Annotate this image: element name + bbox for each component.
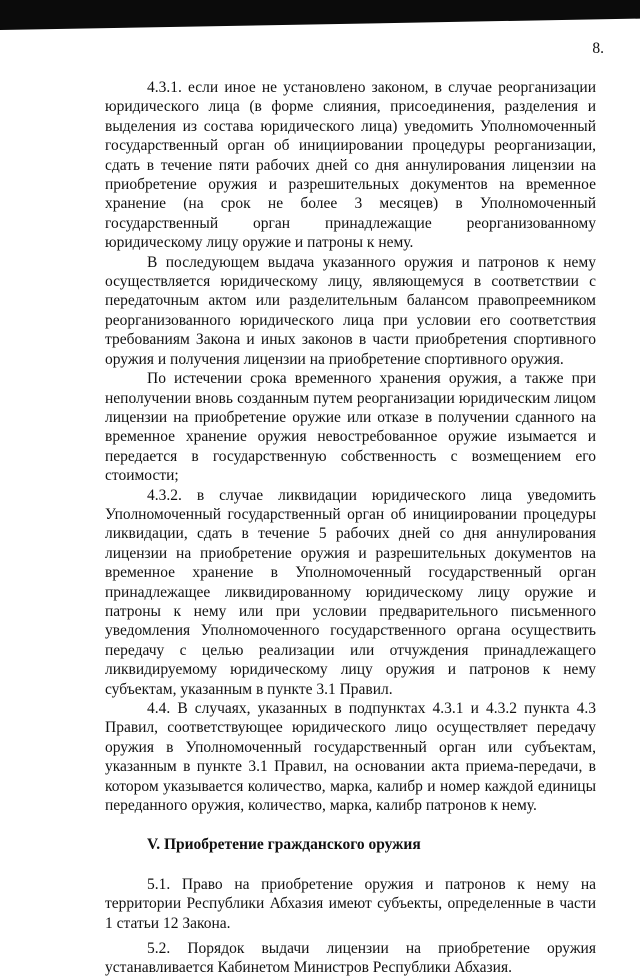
page-number: 8. — [592, 40, 604, 57]
paragraph-storage-expiry: По истечении срока временного хранения оружия, а также при неполучении вновь созданным путем реорганизации юридическим лицом лицензии на приобретение оружие или отказе в получении сданного на временное хранение оружия невостребованное оружие изымается и передается в государственную собственность с возмещением его стоимости; — [105, 370, 596, 485]
paragraph-5-2: 5.2. Порядок выдачи лицензии на приобретение оружия устанавливается Кабинетом Министров Республики Абхазия. — [105, 940, 596, 977]
scan-dark-edge — [0, 0, 640, 30]
paragraph-4-4: 4.4. В случаях, указанных в подпунктах 4.3.1 и 4.3.2 пункта 4.3 Правил, соответствующее юридического лицо осуществляет передачу оружия в Уполномоченный государственный орган или субъектам, указанным в пункте 3.1 Правил, на основании акта приема-передачи, в котором указывается количество, марка, калибр и номер каждой единицы переданного оружия, количество, марка, калибр патронов к нему. — [105, 700, 596, 815]
paragraph-4-3-2: 4.3.2. в случае ликвидации юридического лица уведомить Уполномоченный государственный орган об инициировании процедуры ликвидации, сдать в течение 5 рабочих дней со дня аннулирования лицензии на приобретение оружия и разрешительных документов на временное хранение в Уполномоченный государственный орган принадлежащее ликвидированному юридическому лицу оружие и патроны к нему или при условии предварительного письменного уведомления Уполномоченного государственного органа осуществить передачу с целью реализации или отчуждения принадлежащего ликвидируемому юридическому лицу оружия и патронов к нему субъектам, указанным в пункте 3.1 Правил. — [105, 486, 596, 698]
section-title: V. Приобретение гражданского оружия — [147, 836, 421, 854]
paragraph-5-1: 5.1. Право на приобретение оружия и патронов к нему на территории Республики Абхазия имеют субъекты, определенные в части 1 статьи 12 Закона. — [105, 875, 596, 932]
paragraph-4-3-1: 4.3.1. если иное не установлено законом, в случае реорганизации юридического лица (в форме слияния, присоединения, разделения и выделения из состава юридического лица) уведомить Уполномоченный государственный орган об инициировании процедуры реорганизации, сдать в течение пяти рабочих дней со дня аннулирования лицензии на приобретение оружия и разрешительных документов на временное хранение (на срок не более 3 месяцев) в Уполномоченный государственный орган принадлежащие реорганизованному юридическому лицу оружие и патроны к нему. — [105, 79, 596, 252]
document-body — [105, 78, 596, 978]
paragraph-subsequent-issuance: В последующем выдача указанного оружия и патронов к нему осуществляется юридическому лицу, являющемуся в соответствии с передаточным актом или разделительным балансом правопреемником реорганизованного юридического лица при условии его соответствия требованиям Закона и иных законов в части приобретения спортивного оружия и получения лицензии на приобретение спортивного оружия. — [105, 253, 596, 368]
